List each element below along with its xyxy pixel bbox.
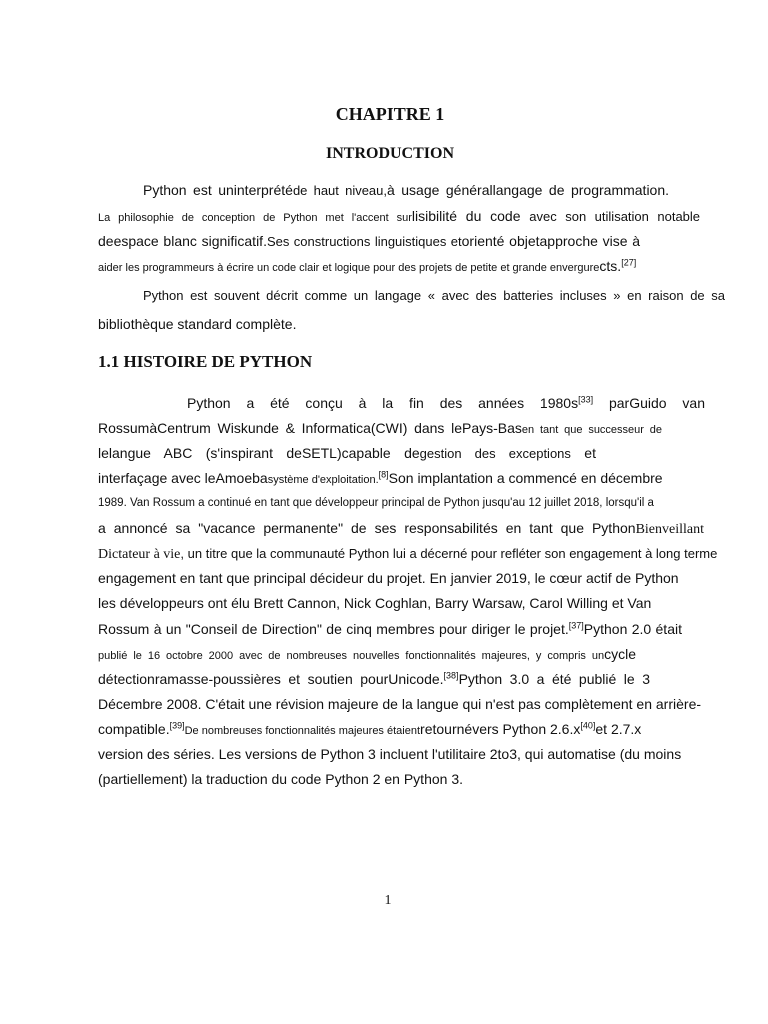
- chapter-title: CHAPITRE 1: [335, 104, 445, 124]
- history-line-14: compatible.[39]De nombreuses fonctionnalités majeures étaientretournévers Python 2.6.x[40]et 2.7.x: [98, 720, 642, 737]
- intro-line-4: aider les programmeurs à écrire un code clair et logique pour des projets de petite et grande envergurects.[27]: [98, 257, 637, 274]
- page-number: 1: [384, 893, 392, 908]
- history-line-2: RossumàCentrum Wiskunde & Informatica(CWI) dans lePays-Basen tant que successeur de: [98, 420, 663, 436]
- history-line-4: interfaçage avec leAmoebasystème d'exploitation.[8]Son implantation a commencé en décembre: [98, 469, 663, 486]
- history-line-3: lelangue ABC (s'inspirant deSETL)capable degestion des exceptions et: [98, 445, 596, 461]
- intro-line-2: La philosophie de conception de Python met l'accent surlisibilité du code avec son utilisation notable: [98, 208, 701, 224]
- batteries-line-2: bibliothèque standard complète.: [98, 316, 297, 332]
- history-heading: 1.1 HISTOIRE DE PYTHON: [98, 352, 313, 371]
- history-line-5: 1989. Van Rossum a continué en tant que développeur principal de Python jusqu'au 12 juillet 2018, lorsqu'il a: [98, 497, 654, 509]
- history-line-6: a annoncé sa "vacance permanente" de ses responsabilités en tant que PythonBienveillant: [98, 520, 704, 537]
- history-line-10: Rossum à un "Conseil de Direction" de cinq membres pour diriger le projet.[37]Python 2.0 était: [98, 620, 682, 637]
- history-line-8: engagement en tant que principal décideur du projet. En janvier 2019, le cœur actif de Python: [98, 570, 679, 586]
- section-title: INTRODUCTION: [325, 145, 454, 162]
- history-line-12: détectionramasse-poussières et soutien pourUnicode.[38]Python 3.0 a été publié le 3: [98, 670, 651, 687]
- history-line-13: Décembre 2008. C'était une révision majeure de la langue qui n'est pas complètement en arrière-: [98, 696, 702, 712]
- history-line-11: publié le 16 octobre 2000 avec de nombreuses nouvelles fonctionnalités majeures, y compris uncycle: [98, 646, 636, 662]
- history-line-9: les développeurs ont élu Brett Cannon, Nick Coghlan, Barry Warsaw, Carol Willing et Van: [98, 595, 652, 611]
- history-line-15: version des séries. Les versions de Python 3 incluent l'utilitaire 2to3, qui automatise (du moins: [98, 746, 682, 762]
- history-line-7: Dictateur à vie, un titre que la communauté Python lui a décerné pour refléter son engagement à long terme: [98, 546, 718, 562]
- batteries-line-1: Python est souvent décrit comme un langage « avec des batteries incluses » en raison de sa: [143, 288, 725, 303]
- history-line-1: Python a été conçu à la fin des années 1980s[33] parGuido van: [187, 394, 705, 411]
- history-line-16: (partiellement) la traduction du code Python 2 en Python 3.: [98, 771, 463, 787]
- intro-line-1: Python est uninterprétéde haut niveau,à usage générallangage de programmation.: [143, 182, 670, 198]
- intro-line-3: deespace blanc significatif.Ses constructions linguistiques etorienté objetapproche vise à: [98, 233, 640, 249]
